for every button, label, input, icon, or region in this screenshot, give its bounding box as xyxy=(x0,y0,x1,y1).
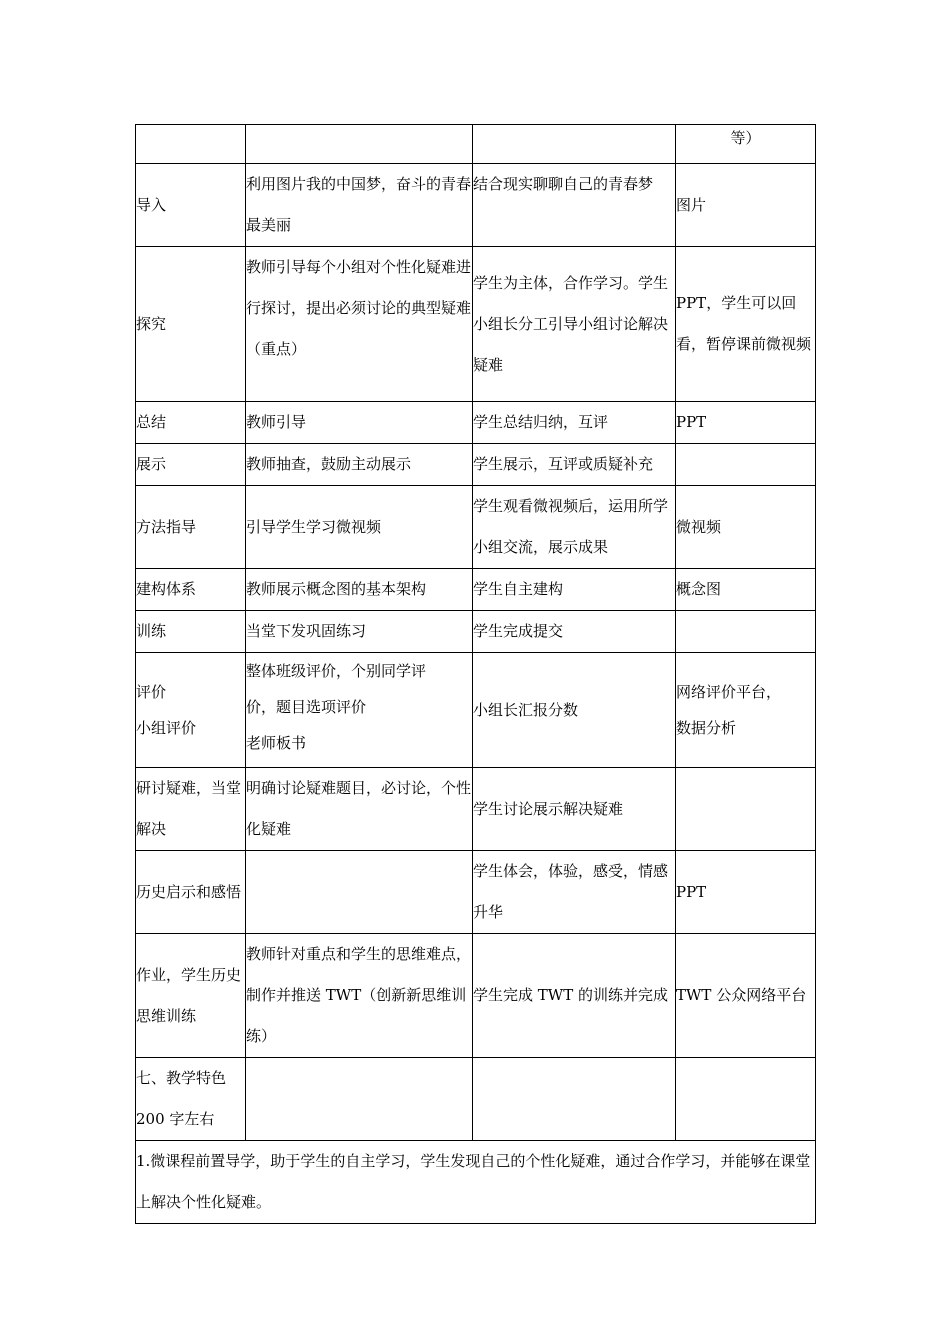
table-row xyxy=(136,768,816,851)
stage-cell: 研讨疑难，当堂解决 xyxy=(136,768,246,851)
teacher-line: 老师板书 xyxy=(246,734,307,752)
media-cell xyxy=(676,611,816,653)
teacher-activity-cell: 教师针对重点和学生的思维难点，制作并推送 TWT（创新新思维训练） xyxy=(246,934,473,1058)
stage-line: 200 字左右 xyxy=(136,1110,215,1128)
teacher-activity-cell: 教师抽查，鼓励主动展示 xyxy=(246,444,473,486)
student-activity-cell: 学生观看微视频后，运用所学小组交流，展示成果 xyxy=(473,486,676,569)
lesson-plan-table xyxy=(135,124,816,1224)
table-row xyxy=(136,402,816,444)
stage-cell: 建构体系 xyxy=(136,569,246,611)
student-activity-cell xyxy=(473,1058,676,1141)
table-row xyxy=(136,486,816,569)
student-activity-cell: 学生展示，互评或质疑补充 xyxy=(473,444,676,486)
media-cell: PPT，学生可以回看，暂停课前微视频 xyxy=(676,247,816,402)
media-cell: PPT xyxy=(676,851,816,934)
student-activity-cell: 学生为主体，合作学习。学生小组长分工引导小组讨论解决疑难 xyxy=(473,247,676,402)
teacher-activity-cell: 教师引导 xyxy=(246,402,473,444)
teacher-activity-cell: 教师引导每个小组对个性化疑难进行探讨，提出必须讨论的典型疑难（重点） xyxy=(246,247,473,402)
table-row xyxy=(136,653,816,768)
table-row xyxy=(136,934,816,1058)
teacher-activity-cell: 教师展示概念图的基本架构 xyxy=(246,569,473,611)
media-cell xyxy=(676,653,816,768)
student-activity-cell xyxy=(473,125,676,164)
media-cell: TWT 公众网络平台 xyxy=(676,934,816,1058)
media-cell xyxy=(676,1058,816,1141)
teaching-features-text: 1.微课程前置导学，助于学生的自主学习，学生发现自己的个性化疑难，通过合作学习，并能够在课堂上解决个性化疑难。 xyxy=(136,1141,816,1224)
table-row xyxy=(136,611,816,653)
teacher-activity-cell xyxy=(246,653,473,768)
media-cell: 图片 xyxy=(676,164,816,247)
student-activity-cell: 学生总结归纳，互评 xyxy=(473,402,676,444)
table-row xyxy=(136,247,816,402)
teacher-activity-cell: 利用图片我的中国梦，奋斗的青春最美丽 xyxy=(246,164,473,247)
media-cell xyxy=(676,444,816,486)
table-row xyxy=(136,125,816,164)
teacher-line: 整体班级评价，个别同学评 xyxy=(246,662,427,680)
student-activity-cell: 结合现实聊聊自己的青春梦 xyxy=(473,164,676,247)
stage-line: 评价 xyxy=(136,683,167,701)
table-row xyxy=(136,444,816,486)
teacher-activity-cell xyxy=(246,851,473,934)
student-activity-cell: 学生讨论展示解决疑难 xyxy=(473,768,676,851)
table-row xyxy=(136,164,816,247)
stage-cell: 方法指导 xyxy=(136,486,246,569)
stage-cell: 历史启示和感悟 xyxy=(136,851,246,934)
teacher-activity-cell: 当堂下发巩固练习 xyxy=(246,611,473,653)
stage-cell xyxy=(136,653,246,768)
media-cell xyxy=(676,768,816,851)
media-line: 数据分析 xyxy=(676,719,737,737)
student-activity-cell: 学生体会，体验，感受，情感升华 xyxy=(473,851,676,934)
student-activity-cell: 学生自主建构 xyxy=(473,569,676,611)
teacher-activity-cell xyxy=(246,1058,473,1141)
stage-cell: 训练 xyxy=(136,611,246,653)
stage-cell xyxy=(136,1058,246,1141)
media-cell: 微视频 xyxy=(676,486,816,569)
teacher-activity-cell xyxy=(246,125,473,164)
table-row xyxy=(136,1058,816,1141)
stage-cell: 总结 xyxy=(136,402,246,444)
teacher-line: 价，题目选项评价 xyxy=(246,698,367,716)
stage-cell xyxy=(136,125,246,164)
media-line: 网络评价平台， xyxy=(676,683,782,701)
student-activity-cell: 小组长汇报分数 xyxy=(473,653,676,768)
media-cell: 概念图 xyxy=(676,569,816,611)
table-row xyxy=(136,1141,816,1224)
stage-line: 七、教学特色 xyxy=(136,1069,227,1087)
teacher-activity-cell: 引导学生学习微视频 xyxy=(246,486,473,569)
stage-cell: 探究 xyxy=(136,247,246,402)
stage-cell: 作业，学生历史思维训练 xyxy=(136,934,246,1058)
media-cell: PPT xyxy=(676,402,816,444)
table-row xyxy=(136,851,816,934)
stage-line: 小组评价 xyxy=(136,719,197,737)
student-activity-cell: 学生完成 TWT 的训练并完成 xyxy=(473,934,676,1058)
table-row xyxy=(136,569,816,611)
stage-cell: 展示 xyxy=(136,444,246,486)
student-activity-cell: 学生完成提交 xyxy=(473,611,676,653)
media-cell: 等） xyxy=(676,125,816,164)
teacher-activity-cell: 明确讨论疑难题目，必讨论，个性化疑难 xyxy=(246,768,473,851)
stage-cell: 导入 xyxy=(136,164,246,247)
